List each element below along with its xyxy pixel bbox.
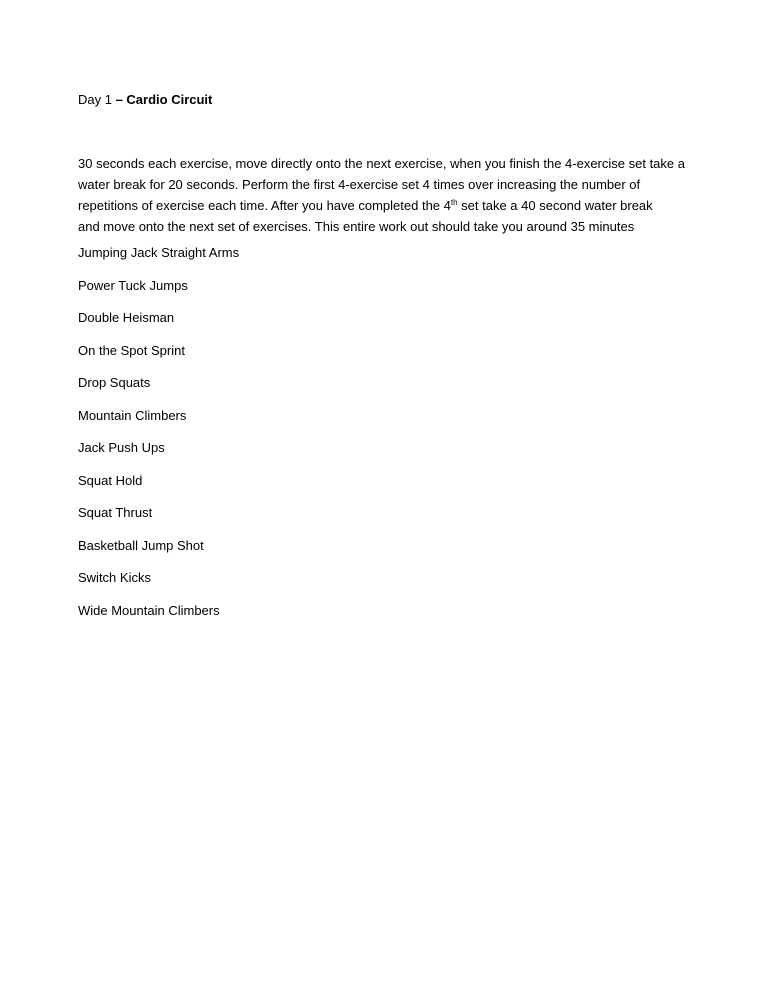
ordinal-suffix: th: [450, 198, 458, 207]
instructions-paragraph: [78, 153, 708, 237]
title-workout-name: – Cardio Circuit: [115, 92, 213, 107]
exercise-item: Wide Mountain Climbers: [78, 602, 220, 618]
exercise-item: Power Tuck Jumps: [78, 277, 188, 293]
exercise-item: Switch Kicks: [78, 570, 151, 585]
page-title: [78, 92, 212, 108]
instructions-line: 30 seconds each exercise, move directly onto the next exercise, when you finish the 4-exercise set take a: [78, 156, 685, 171]
instructions-line: water break for 20 seconds. Perform the first 4-exercise set 4 times over increasing the number of: [78, 177, 641, 192]
exercise-item: Squat Thrust: [78, 505, 153, 520]
exercise-item: Drop Squats: [78, 375, 151, 390]
exercise-item: Basketball Jump Shot: [78, 537, 204, 553]
exercise-item: Double Heisman: [78, 310, 175, 325]
instructions-line: and move onto the next set of exercises. This entire work out should take you around 35 minutes: [78, 219, 635, 234]
instructions-text: repetitions of exercise each time. After you have completed the 4: [78, 198, 451, 213]
instructions-text: set take a 40 second water break: [457, 198, 653, 213]
exercise-item: Jumping Jack Straight Arms: [78, 245, 240, 260]
title-day: Day 1: [78, 92, 116, 107]
exercise-list: [78, 245, 239, 635]
instructions-line: [78, 195, 708, 216]
exercise-item: Squat Hold: [78, 472, 143, 488]
exercise-item: Jack Push Ups: [78, 440, 165, 455]
exercise-item: On the Spot Sprint: [78, 342, 185, 358]
exercise-item: Mountain Climbers: [78, 407, 187, 423]
